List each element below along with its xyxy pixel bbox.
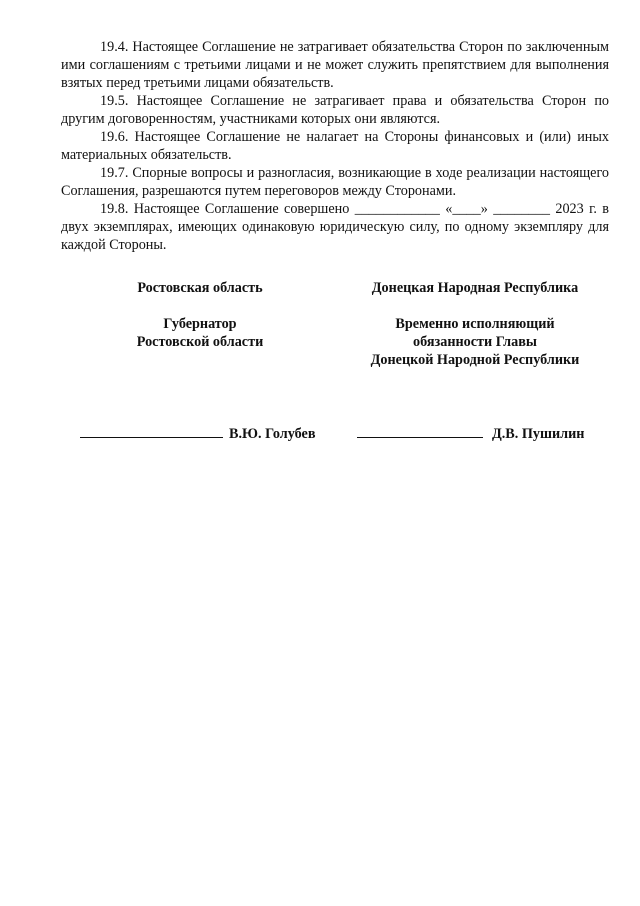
clause-19-6 bbox=[61, 128, 609, 164]
clause-text: Настоящее Соглашение не затрагивает права и обязательства Сторон по другим договоренностям, участниками которых они являются. bbox=[61, 93, 610, 127]
signer-role-line: Временно исполняющий bbox=[395, 316, 555, 332]
signature-underline bbox=[80, 423, 223, 438]
clause-text: Спорные вопросы и разногласия, возникающие в ходе реализации настоящего Соглашения, разрешаются путем переговоров между Сторонами. bbox=[61, 165, 610, 199]
clause-text: Настоящее Соглашение совершено ____________ «____» ________ 2023 г. в двух экземплярах, имеющих одинаковую юридическую силу, по одному экземпляру для каждой Стороны. bbox=[61, 201, 609, 253]
party-name: Ростовская область bbox=[137, 280, 263, 296]
clause-number: 19.8. bbox=[100, 201, 129, 217]
clause-19-5 bbox=[61, 92, 609, 128]
signature-line-right bbox=[357, 423, 584, 443]
signer-role-line: Губернатор bbox=[163, 316, 237, 332]
clause-19-7 bbox=[61, 164, 609, 200]
signature-block-left bbox=[95, 279, 305, 351]
clause-19-4 bbox=[61, 38, 609, 92]
signer-name: Д.В. Пушилин bbox=[492, 426, 585, 442]
clause-19-8 bbox=[61, 200, 609, 254]
clause-number: 19.5. bbox=[100, 93, 129, 109]
signer-role-line: Донецкой Народной Республики bbox=[370, 352, 580, 368]
agreement-clauses bbox=[61, 38, 609, 254]
clause-number: 19.7. bbox=[100, 165, 129, 181]
clause-text: Настоящее Соглашение не затрагивает обязательства Сторон по заключенным ими соглашениям с третьими лицами и не может служить препятствием для выполнения взятых перед третьими лицами обязательств. bbox=[61, 39, 609, 91]
clause-number: 19.6. bbox=[100, 129, 129, 145]
signer-role-line: обязанности Главы bbox=[413, 334, 537, 350]
signature-underline bbox=[357, 423, 483, 438]
party-name: Донецкая Народная Республика bbox=[371, 280, 579, 296]
clause-number: 19.4. bbox=[100, 39, 129, 55]
signature-block-right bbox=[345, 279, 605, 369]
signature-line-left bbox=[80, 423, 316, 443]
signer-role-line: Ростовской области bbox=[136, 334, 264, 350]
clause-text: Настоящее Соглашение не налагает на Стороны финансовых и (или) иных материальных обязательств. bbox=[61, 129, 610, 163]
signer-name: В.Ю. Голубев bbox=[229, 426, 316, 442]
